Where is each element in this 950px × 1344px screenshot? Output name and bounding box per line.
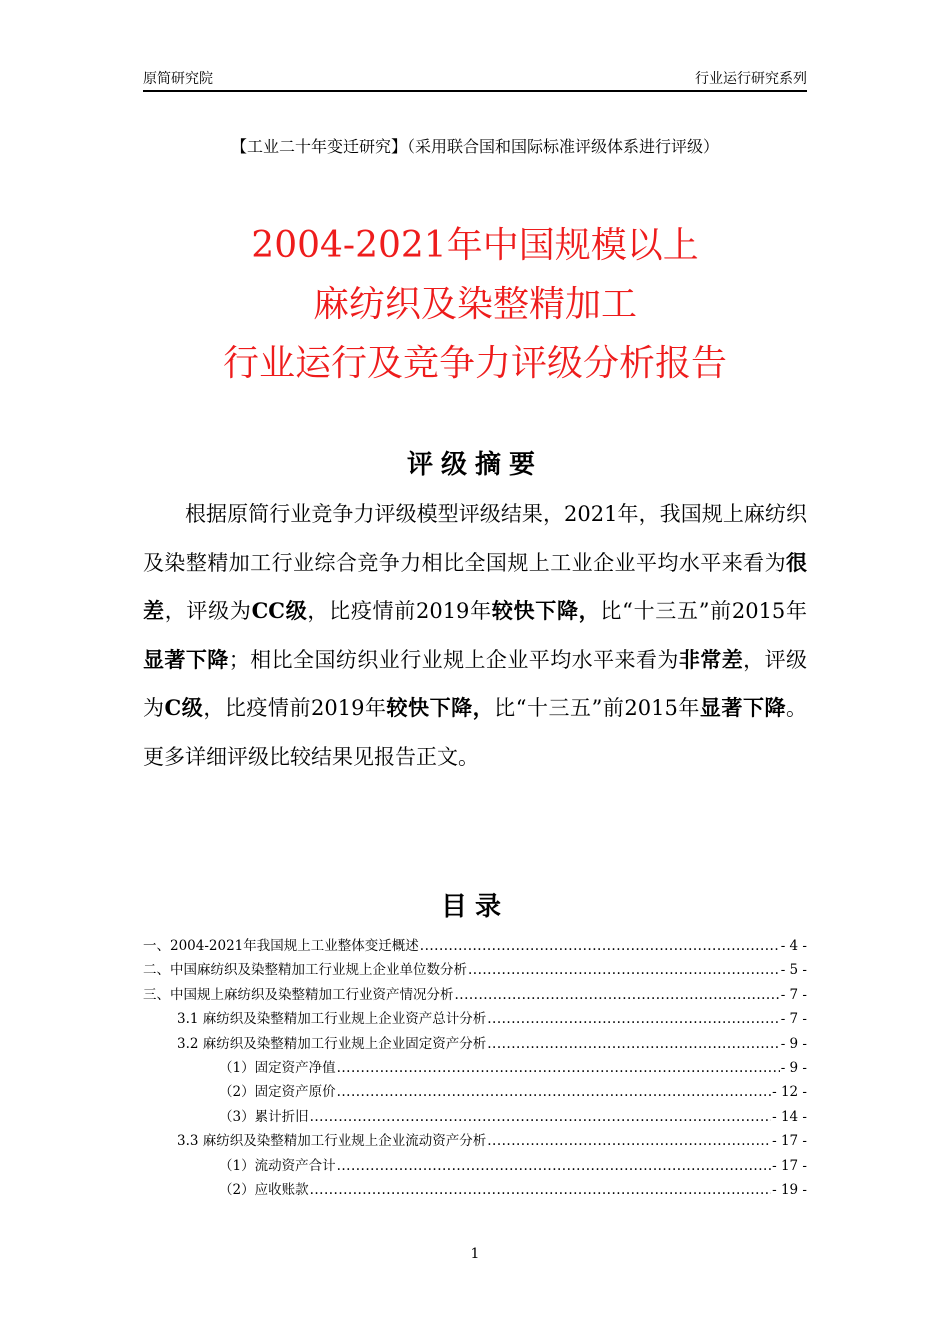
toc-entry[interactable]: [143, 1178, 807, 1202]
toc-entry[interactable]: [143, 1032, 807, 1056]
toc-leader-dots: [468, 958, 780, 982]
toc-entry-page[interactable]: - 19 -: [772, 1181, 807, 1198]
report-title: [143, 216, 807, 393]
toc-heading: 目录: [440, 892, 509, 922]
toc-leader-dots: [310, 1105, 772, 1129]
toc-entry-label[interactable]: 一、2004-2021年我国规上工业整体变迁概述: [143, 938, 419, 954]
summary-text: ，评级为: [143, 647, 808, 720]
toc-entry-label[interactable]: 3.3 麻纺织及染整精加工行业规上企业流动资产分析: [177, 1133, 487, 1150]
toc-leader-dots: [310, 1178, 772, 1202]
toc-entry[interactable]: [143, 958, 807, 982]
toc-entry-label[interactable]: （2）应收账款: [219, 1181, 309, 1198]
toc-entry-page[interactable]: - 9 -: [780, 1035, 807, 1052]
toc-entry-page[interactable]: - 17 -: [772, 1133, 807, 1150]
summary-emphasis: 显著下降: [699, 695, 787, 720]
summary-emphasis: 很差: [143, 549, 807, 623]
toc-entry-label[interactable]: （1）固定资产净值: [219, 1059, 336, 1076]
header-publisher: 原简研究院: [143, 71, 213, 87]
summary-text: 比“十三五”前2015年: [600, 599, 808, 623]
toc-leader-dots: [337, 1056, 780, 1080]
toc-entry-label[interactable]: 三、中国规上麻纺织及染整精加工行业资产情况分析: [143, 986, 454, 1003]
toc-leader-dots: [487, 1007, 779, 1031]
summary-text: 根据原简行业竞争力评级模型评级结果，2021年，我国规上麻纺织及染整精加工行业综合竞争力相比全国规上工业企业平均水平来看为: [143, 502, 807, 575]
summary-text: ，比疫情前2019年: [307, 599, 492, 623]
toc-entry-label[interactable]: 3.1 麻纺织及染整精加工行业规上企业资产总计分析: [177, 1011, 487, 1028]
toc-entry[interactable]: [143, 1129, 807, 1153]
toc-entry-page[interactable]: - 7 -: [780, 986, 807, 1003]
toc-entry-page[interactable]: - 17 -: [772, 1157, 807, 1174]
toc-entry-page[interactable]: - 4 -: [780, 938, 807, 954]
toc-entry-label[interactable]: （3）累计折旧: [219, 1108, 309, 1125]
toc-entry-label[interactable]: （1）流动资产合计: [219, 1157, 336, 1174]
toc-entry-page[interactable]: - 9 -: [780, 1059, 807, 1076]
page-header: [143, 66, 807, 92]
toc-entry[interactable]: [143, 1154, 807, 1178]
summary-text: ，比疫情前2019年: [203, 696, 387, 720]
summary-paragraph: [143, 490, 807, 781]
toc-entry-page[interactable]: - 5 -: [780, 962, 807, 979]
summary-emphasis: 非常差: [678, 646, 744, 672]
title-line-1: 2004-2021年中国规模以上: [251, 225, 699, 266]
toc-entry[interactable]: [143, 1056, 807, 1080]
title-line-2: 麻纺织及染整精加工: [312, 284, 637, 325]
summary-heading: 评级摘要: [406, 450, 543, 480]
toc-entry[interactable]: [143, 1007, 807, 1031]
toc-leader-dots: [487, 1032, 779, 1056]
summary-text: 。更多详细评级比较结果见报告正文。: [143, 696, 808, 769]
summary-emphasis: 显著下降: [143, 646, 229, 672]
toc-entry[interactable]: [143, 934, 807, 958]
title-line-3: 行业运行及竞争力评级分析报告: [222, 343, 727, 384]
toc-entry[interactable]: [143, 1080, 807, 1104]
summary-emphasis: 较快下降，: [386, 695, 495, 720]
summary-emphasis: C级: [164, 695, 204, 720]
summary-emphasis: 较快下降，: [491, 598, 601, 623]
toc-leader-dots: [455, 983, 780, 1007]
toc-leader-dots: [420, 934, 780, 958]
table-of-contents: [143, 934, 807, 1202]
toc-entry-label[interactable]: 二、中国麻纺织及染整精加工行业规上企业单位数分析: [143, 962, 467, 979]
summary-text: 比“十三五”前2015年: [494, 696, 700, 720]
page-number: 1: [470, 1246, 480, 1262]
summary-text: ；相比全国纺织业行业规上企业平均水平来看为: [228, 647, 679, 672]
toc-entry-label[interactable]: 3.2 麻纺织及染整精加工行业规上企业固定资产分析: [177, 1035, 487, 1052]
toc-entry-page[interactable]: - 7 -: [780, 1011, 807, 1028]
summary-text: ，评级为: [164, 599, 252, 623]
header-series: 行业运行研究系列: [695, 71, 807, 87]
toc-leader-dots: [487, 1129, 771, 1153]
toc-leader-dots: [337, 1080, 772, 1104]
toc-entry[interactable]: [143, 1105, 807, 1129]
series-tag: 【工业二十年变迁研究】（采用联合国和国际标准评级体系进行评级）: [230, 137, 719, 156]
summary-emphasis: CC级: [251, 598, 308, 623]
toc-entry[interactable]: [143, 983, 807, 1007]
toc-leader-dots: [337, 1154, 772, 1178]
toc-entry-page[interactable]: - 14 -: [772, 1108, 807, 1125]
toc-entry-page[interactable]: - 12 -: [772, 1084, 807, 1101]
toc-entry-label[interactable]: （2）固定资产原价: [219, 1084, 336, 1101]
